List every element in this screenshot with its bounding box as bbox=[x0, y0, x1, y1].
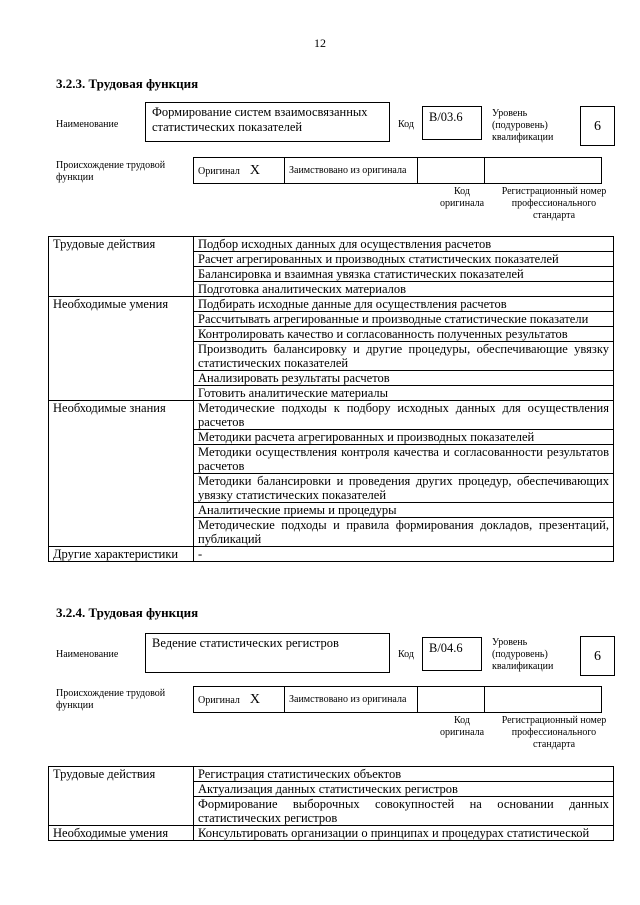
function-name-box: Формирование систем взаимосвязанных статистических показателей bbox=[145, 102, 390, 142]
reg-number-cell bbox=[485, 687, 602, 713]
orig-code-cell bbox=[418, 687, 485, 713]
x-mark: X bbox=[249, 691, 261, 707]
category-label: Необходимые знания bbox=[49, 401, 194, 547]
level-label: Уровень (подуровень) квалификации bbox=[492, 637, 554, 672]
category-label: Необходимые умения bbox=[49, 297, 194, 401]
table-row: Методики балансировки и проведения других процедур, обеспечивающих увязку статистических показателей bbox=[194, 474, 614, 503]
table-row: Регистрация статистических объектов bbox=[194, 767, 614, 782]
table-row: Подбор исходных данных для осуществления расчетов bbox=[194, 237, 614, 252]
table-row: Производить балансировку и другие процедуры, обеспечивающие увязку статистических показателей bbox=[194, 342, 614, 371]
function-table-3-2-4 bbox=[48, 766, 614, 841]
table-row: Аналитические приемы и процедуры bbox=[194, 503, 614, 518]
reg-number-caption: Регистрационный номер профессионального стандарта bbox=[501, 715, 607, 750]
original-label: Оригинал bbox=[198, 694, 240, 706]
orig-code-cell bbox=[418, 158, 485, 184]
origin-label: Происхождение трудовой функции bbox=[56, 688, 166, 711]
original-label: Оригинал bbox=[198, 165, 240, 177]
name-label: Наименование bbox=[56, 649, 119, 660]
table-row: - bbox=[194, 547, 614, 562]
table-row: Консультировать организации о принципах и процедурах статистической bbox=[194, 826, 614, 841]
x-mark: X bbox=[249, 162, 261, 178]
table-row: Актуализация данных статистических регистров bbox=[194, 782, 614, 797]
table-row: Подготовка аналитических материалов bbox=[194, 282, 614, 297]
table-row: Методики осуществления контроля качества и согласованности результатов расчетов bbox=[194, 445, 614, 474]
level-label: Уровень (подуровень) квалификации bbox=[492, 108, 554, 143]
category-label: Необходимые умения bbox=[49, 826, 194, 841]
page-number: 12 bbox=[314, 36, 326, 50]
table-row: Готовить аналитические материалы bbox=[194, 386, 614, 401]
table-row: Методики расчета агрегированных и производных показателей bbox=[194, 430, 614, 445]
table-row: Методические подходы к подбору исходных данных для осуществления расчетов bbox=[194, 401, 614, 430]
table-row: Формирование выборочных совокупностей на основании данных статистических регистров bbox=[194, 797, 614, 826]
table-row: Подбирать исходные данные для осуществления расчетов bbox=[194, 297, 614, 312]
origin-table bbox=[193, 686, 602, 713]
origin-label: Происхождение трудовой функции bbox=[56, 160, 166, 183]
function-code-box: B/03.6 bbox=[422, 106, 482, 140]
function-name-box: Ведение статистических регистров bbox=[145, 633, 390, 673]
borrowed-label: Заимствовано из оригинала bbox=[285, 687, 418, 713]
function-table-3-2-3 bbox=[48, 236, 614, 562]
reg-number-cell bbox=[485, 158, 602, 184]
orig-code-caption: Код оригинала bbox=[439, 715, 485, 738]
category-label: Другие характеристики bbox=[49, 547, 194, 562]
table-row: Анализировать результаты расчетов bbox=[194, 371, 614, 386]
table-row: Методические подходы и правила формирования докладов, презентаций, публикаций bbox=[194, 518, 614, 547]
category-label: Трудовые действия bbox=[49, 767, 194, 826]
function-code-box: B/04.6 bbox=[422, 637, 482, 671]
borrowed-label: Заимствовано из оригинала bbox=[285, 158, 418, 184]
section-title-3-2-3: 3.2.3. Трудовая функция bbox=[56, 76, 199, 91]
table-row: Расчет агрегированных и производных статистических показателей bbox=[194, 252, 614, 267]
section-title-3-2-4: 3.2.4. Трудовая функция bbox=[56, 605, 199, 620]
level-box: 6 bbox=[580, 106, 615, 146]
level-box: 6 bbox=[580, 636, 615, 676]
table-row: Рассчитывать агрегированные и производные статистические показатели bbox=[194, 312, 614, 327]
reg-number-caption: Регистрационный номер профессионального стандарта bbox=[501, 186, 607, 221]
name-label: Наименование bbox=[56, 119, 119, 130]
table-row: Балансировка и взаимная увязка статистических показателей bbox=[194, 267, 614, 282]
origin-table bbox=[193, 157, 602, 184]
orig-code-caption: Код оригинала bbox=[439, 186, 485, 209]
code-label: Код bbox=[398, 649, 414, 660]
category-label: Трудовые действия bbox=[49, 237, 194, 297]
code-label: Код bbox=[398, 119, 414, 130]
table-row: Контролировать качество и согласованность полученных результатов bbox=[194, 327, 614, 342]
